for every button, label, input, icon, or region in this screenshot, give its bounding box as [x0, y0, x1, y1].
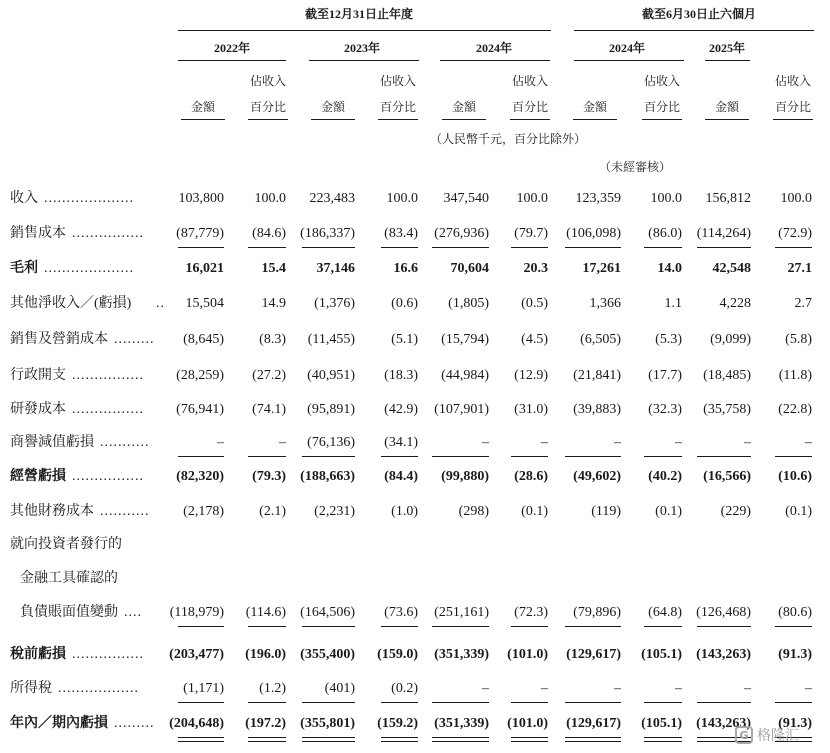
total-double-rule	[178, 741, 224, 742]
cell-value: (2.1)	[259, 504, 286, 519]
subtotal-rule	[565, 247, 621, 248]
cell-value: (229)	[720, 504, 751, 519]
row-label: 其他淨收入／(虧損)	[10, 296, 132, 311]
subtotal-rule	[644, 247, 682, 248]
cell-value: (32.3)	[648, 402, 682, 417]
year-label: 2024年	[608, 41, 645, 55]
cell-value: (44,984)	[441, 368, 489, 383]
subtotal-rule	[697, 247, 751, 248]
row-label: 負債賬面值變動	[20, 605, 118, 620]
cell-value: (2,231)	[314, 504, 355, 519]
cell-value: 347,540	[443, 191, 489, 206]
pct-header-rule	[642, 119, 682, 120]
cell-value: –	[744, 435, 751, 450]
cell-value: (84.6)	[252, 226, 286, 241]
cell-value: (91.3)	[778, 647, 812, 662]
subtotal-rule	[302, 456, 355, 457]
cell-value: (76,136)	[307, 435, 355, 450]
cell-value: (1,376)	[314, 296, 355, 311]
cell-value: 100.0	[386, 191, 418, 206]
gelonghui-logo-icon: G	[735, 726, 753, 744]
half-year-rule	[574, 30, 814, 31]
cell-value: (22.8)	[778, 402, 812, 417]
cell-value: (6,505)	[580, 332, 621, 347]
cell-value: (82,320)	[176, 469, 224, 484]
cell-value: (84.4)	[384, 469, 418, 484]
pct-header-rule	[773, 119, 813, 120]
cell-value: (73.6)	[384, 605, 418, 620]
cell-value: (17.7)	[648, 368, 682, 383]
total-double-rule	[178, 737, 224, 738]
cell-value: (5.3)	[655, 332, 682, 347]
cell-value: (196.0)	[245, 647, 286, 662]
amount-header-rule	[311, 119, 355, 120]
total-double-rule	[565, 737, 621, 738]
cell-value: (1,171)	[183, 681, 224, 696]
year-rule-2023	[309, 60, 419, 61]
subtotal-rule	[644, 456, 682, 457]
cell-value: –	[541, 435, 548, 450]
cell-value: 27.1	[787, 261, 812, 276]
pct-header-line1: 佔收入	[249, 74, 286, 88]
cell-value: (49,602)	[573, 469, 621, 484]
year-rule-2022	[178, 60, 286, 61]
subtotal-rule	[775, 456, 812, 457]
dot-leader: ...........	[100, 504, 150, 519]
cell-value: 14.0	[657, 261, 682, 276]
row-label: 銷售成本	[10, 226, 66, 241]
total-double-rule	[511, 737, 548, 738]
pct-header-rule	[248, 119, 288, 120]
row-label-line: 就向投資者發行的	[10, 537, 122, 552]
cell-value: (351,339)	[434, 716, 489, 731]
cell-value: –	[675, 681, 682, 696]
subtotal-rule	[178, 247, 224, 248]
cell-value: (0.1)	[655, 504, 682, 519]
cell-value: (355,801)	[300, 716, 355, 731]
cell-value: (119)	[591, 504, 621, 519]
dot-leader: ...........	[100, 435, 150, 450]
cell-value: (276,936)	[434, 226, 489, 241]
total-double-rule	[644, 741, 682, 742]
pct-header-rule	[510, 119, 550, 120]
pct-header-line1: 佔收入	[511, 74, 548, 88]
row-label: 收入	[10, 191, 38, 206]
amount-header: 金額	[451, 100, 476, 114]
cell-value: (28,259)	[176, 368, 224, 383]
cell-value: (9,099)	[710, 332, 751, 347]
cell-value: 2.7	[794, 296, 812, 311]
total-double-rule	[511, 741, 548, 742]
total-double-rule	[248, 737, 286, 738]
row-label: 毛利	[10, 261, 38, 276]
cell-value: –	[482, 435, 489, 450]
total-double-rule	[248, 741, 286, 742]
row-label: 商譽減值虧損	[10, 435, 94, 450]
subtotal-rule	[248, 626, 286, 627]
cell-value: 1,366	[589, 296, 621, 311]
year-label: 2022年	[213, 41, 250, 55]
subtotal-rule	[381, 702, 418, 703]
subtotal-rule	[644, 626, 682, 627]
cell-value: (18.3)	[384, 368, 418, 383]
dot-leader: ................	[72, 402, 144, 417]
cell-value: (355,400)	[300, 647, 355, 662]
cell-value: (42.9)	[384, 402, 418, 417]
cell-value: (10.6)	[778, 469, 812, 484]
cell-value: (87,779)	[176, 226, 224, 241]
cell-value: (74.1)	[252, 402, 286, 417]
total-double-rule	[432, 737, 489, 738]
dot-leader: ....................	[44, 261, 134, 276]
cell-value: (0.2)	[391, 681, 418, 696]
cell-value: (101.0)	[507, 647, 548, 662]
fiscal-year-rule	[178, 30, 551, 31]
row-label: 所得稅	[10, 681, 52, 696]
cell-value: 37,146	[316, 261, 355, 276]
subtotal-rule	[775, 702, 812, 703]
cell-value: 123,359	[575, 191, 621, 206]
total-double-rule	[565, 741, 621, 742]
cell-value: (39,883)	[573, 402, 621, 417]
cell-value: (114.6)	[245, 605, 286, 620]
year-label: 2024年	[475, 41, 512, 55]
cell-value: (204,648)	[169, 716, 224, 731]
subtotal-rule	[248, 702, 286, 703]
row-label: 銷售及營銷成本	[10, 332, 108, 347]
cell-value: (1,805)	[448, 296, 489, 311]
cell-value: 20.3	[523, 261, 548, 276]
row-label: 經營虧損	[10, 469, 66, 484]
dot-leader: ................	[72, 226, 144, 241]
cell-value: (114,264)	[696, 226, 751, 241]
year-label: 2023年	[343, 41, 380, 55]
cell-value: (0.6)	[391, 296, 418, 311]
cell-value: (0.5)	[521, 296, 548, 311]
cell-value: 156,812	[705, 191, 751, 206]
cell-value: (5.1)	[391, 332, 418, 347]
cell-value: –	[744, 681, 751, 696]
cell-value: (21,841)	[573, 368, 621, 383]
subtotal-rule	[381, 626, 418, 627]
cell-value: (76,941)	[176, 402, 224, 417]
cell-value: 16,021	[185, 261, 224, 276]
cell-value: (28.6)	[514, 469, 548, 484]
cell-value: –	[675, 435, 682, 450]
cell-value: 100.0	[650, 191, 682, 206]
amount-header-rule	[442, 119, 486, 120]
cell-value: (79.7)	[514, 226, 548, 241]
subtotal-rule	[248, 456, 286, 457]
subtotal-rule	[432, 702, 489, 703]
amount-header: 金額	[190, 100, 215, 114]
cell-value: (0.1)	[521, 504, 548, 519]
total-double-rule	[381, 741, 418, 742]
total-double-rule	[302, 737, 355, 738]
subtotal-rule	[697, 456, 751, 457]
cell-value: (159.2)	[377, 716, 418, 731]
cell-value: –	[279, 435, 286, 450]
pct-header-line1: 佔收入	[379, 74, 416, 88]
subtotal-rule	[697, 626, 751, 627]
cell-value: (72.3)	[514, 605, 548, 620]
subtotal-rule	[565, 702, 621, 703]
cell-value: (64.8)	[648, 605, 682, 620]
pct-header-rule	[378, 119, 418, 120]
cell-value: –	[217, 435, 224, 450]
cell-value: (79.3)	[252, 469, 286, 484]
amount-header-rule	[181, 119, 225, 120]
cell-value: (4.5)	[521, 332, 548, 347]
cell-value: (34.1)	[384, 435, 418, 450]
cell-value: (164,506)	[300, 605, 355, 620]
amount-header: 金額	[714, 100, 739, 114]
cell-value: (40.2)	[648, 469, 682, 484]
amount-header-rule	[705, 119, 749, 120]
total-double-rule	[302, 741, 355, 742]
cell-value: 4,228	[719, 296, 751, 311]
subtotal-rule	[432, 247, 489, 248]
subtotal-rule	[565, 626, 621, 627]
row-label: 其他財務成本	[10, 504, 94, 519]
cell-value: (35,758)	[703, 402, 751, 417]
cell-value: (101.0)	[507, 716, 548, 731]
dot-leader: ..................	[58, 681, 139, 696]
cell-value: (105.1)	[641, 647, 682, 662]
cell-value: (11.8)	[778, 368, 812, 383]
cell-value: –	[482, 681, 489, 696]
row-label: 研發成本	[10, 402, 66, 417]
subtotal-rule	[178, 626, 224, 627]
cell-value: (159.0)	[377, 647, 418, 662]
cell-value: (143,263)	[696, 716, 751, 731]
dot-leader: ................	[72, 469, 144, 484]
subtotal-rule	[432, 456, 489, 457]
dot-leader: ....	[124, 605, 142, 620]
year-rule-2024	[440, 60, 550, 61]
cell-value: (186,337)	[300, 226, 355, 241]
subtotal-rule	[511, 702, 548, 703]
pct-header-line1: 佔收入	[774, 74, 811, 88]
cell-value: 70,604	[450, 261, 489, 276]
subtotal-rule	[511, 456, 548, 457]
cell-value: (351,339)	[434, 647, 489, 662]
cell-value: (16,566)	[703, 469, 751, 484]
subtotal-rule	[775, 626, 812, 627]
subtotal-rule	[248, 247, 286, 248]
subtotal-rule	[302, 626, 355, 627]
dot-leader: ....................	[44, 191, 134, 206]
amount-header-rule	[573, 119, 617, 120]
watermark	[735, 722, 827, 748]
cell-value: (107,901)	[434, 402, 489, 417]
year-label: 2025年	[708, 41, 745, 55]
pct-header-line1: 佔收入	[643, 74, 680, 88]
fiscal-year-header: 截至12月31日止年度	[305, 7, 414, 21]
cell-value: 223,483	[309, 191, 355, 206]
cell-value: (31.0)	[514, 402, 548, 417]
subtotal-rule	[644, 702, 682, 703]
cell-value: (40,951)	[307, 368, 355, 383]
cell-value: (95,891)	[307, 402, 355, 417]
cell-value: 100.0	[780, 191, 812, 206]
amount-header: 金額	[320, 100, 345, 114]
cell-value: 17,261	[582, 261, 621, 276]
total-double-rule	[432, 741, 489, 742]
cell-value: (1.0)	[391, 504, 418, 519]
cell-value: 15.4	[261, 261, 286, 276]
cell-value: (15,794)	[441, 332, 489, 347]
cell-value: (106,098)	[566, 226, 621, 241]
subtotal-rule	[178, 456, 224, 457]
pct-header-line2: 百分比	[774, 100, 811, 114]
cell-value: (80.6)	[778, 605, 812, 620]
cell-value: (118,979)	[169, 605, 224, 620]
row-label: 行政開支	[10, 368, 66, 383]
cell-value: 16.6	[393, 261, 418, 276]
subtotal-rule	[697, 702, 751, 703]
subtotal-rule	[302, 702, 355, 703]
subtotal-rule	[511, 247, 548, 248]
row-label: 稅前虧損	[10, 647, 66, 662]
cell-value: (105.1)	[641, 716, 682, 731]
row-label: 年內／期內虧損	[10, 716, 108, 731]
cell-value: (188,663)	[300, 469, 355, 484]
watermark-text: 格隆汇	[757, 728, 799, 744]
cell-value: (5.8)	[785, 332, 812, 347]
cell-value: (197.2)	[245, 716, 286, 731]
cell-value: –	[805, 681, 812, 696]
cell-value: (83.4)	[384, 226, 418, 241]
cell-value: (0.1)	[785, 504, 812, 519]
cell-value: (8.3)	[259, 332, 286, 347]
cell-value: (99,880)	[441, 469, 489, 484]
subtotal-rule	[381, 247, 418, 248]
cell-value: (203,477)	[169, 647, 224, 662]
cell-value: 1.1	[664, 296, 682, 311]
cell-value: (401)	[324, 681, 355, 696]
dot-leader: .........	[114, 716, 155, 731]
cell-value: (129,617)	[566, 647, 621, 662]
cell-value: 100.0	[254, 191, 286, 206]
subtotal-rule	[565, 456, 621, 457]
cell-value: (298)	[458, 504, 489, 519]
cell-value: (72.9)	[778, 226, 812, 241]
half-year-header: 截至6月30日止六個月	[642, 7, 757, 21]
subtotal-rule	[302, 247, 355, 248]
cell-value: (12.9)	[514, 368, 548, 383]
cell-value: (1.2)	[259, 681, 286, 696]
unit-note: （人民幣千元，百分比除外）	[430, 132, 587, 146]
cell-value: 42,548	[712, 261, 751, 276]
cell-value: (11,455)	[307, 332, 355, 347]
cell-value: 100.0	[516, 191, 548, 206]
dot-leader: ................	[72, 647, 144, 662]
cell-value: –	[541, 681, 548, 696]
cell-value: 14.9	[261, 296, 286, 311]
amount-header: 金額	[582, 100, 607, 114]
cell-value: (79,896)	[573, 605, 621, 620]
pct-header-line2: 百分比	[643, 100, 680, 114]
unaudited-note: （未經審核）	[599, 160, 672, 174]
cell-value: 15,504	[185, 296, 224, 311]
cell-value: –	[614, 681, 621, 696]
year-rule-2024h	[574, 60, 684, 61]
year-rule-2025h	[705, 60, 750, 61]
cell-value: (8,645)	[183, 332, 224, 347]
total-double-rule	[381, 737, 418, 738]
dot-leader: .........	[114, 332, 155, 347]
dot-leader: ................	[72, 368, 144, 383]
dot-leader: ..	[156, 296, 165, 311]
cell-value: (27.2)	[252, 368, 286, 383]
pct-header-line2: 百分比	[249, 100, 286, 114]
cell-value: (18,485)	[703, 368, 751, 383]
cell-value: (251,161)	[434, 605, 489, 620]
cell-value: –	[805, 435, 812, 450]
subtotal-rule	[511, 626, 548, 627]
row-label-line: 金融工具確認的	[20, 571, 118, 586]
total-double-rule	[644, 737, 682, 738]
subtotal-rule	[775, 247, 812, 248]
cell-value: 103,800	[178, 191, 224, 206]
subtotal-rule	[381, 456, 418, 457]
cell-value: (91.3)	[778, 716, 812, 731]
cell-value: (143,263)	[696, 647, 751, 662]
subtotal-rule	[178, 702, 224, 703]
pct-header-line2: 百分比	[511, 100, 548, 114]
cell-value: (129,617)	[566, 716, 621, 731]
cell-value: (2,178)	[183, 504, 224, 519]
cell-value: (126,468)	[696, 605, 751, 620]
cell-value: –	[614, 435, 621, 450]
subtotal-rule	[432, 626, 489, 627]
cell-value: (86.0)	[648, 226, 682, 241]
pct-header-line2: 百分比	[379, 100, 416, 114]
